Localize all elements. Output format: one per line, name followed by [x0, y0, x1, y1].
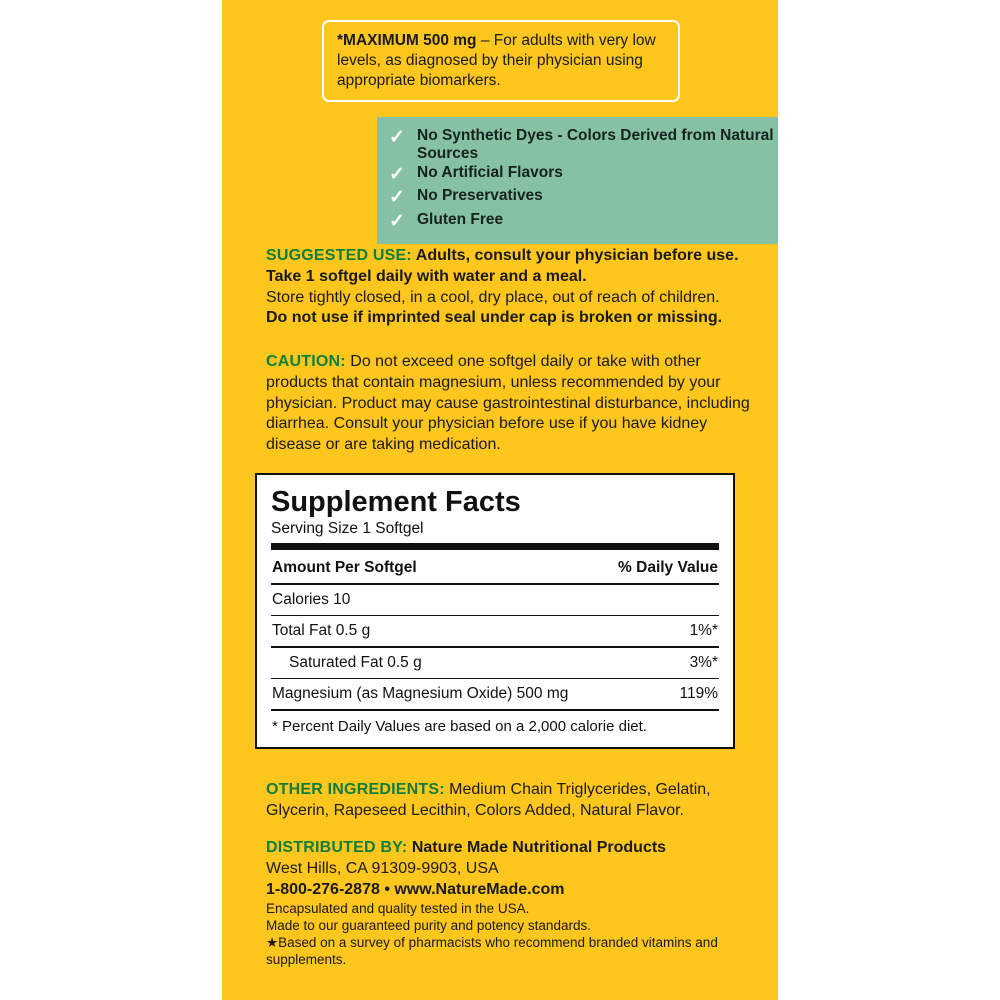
caution-heading: CAUTION: [266, 353, 346, 370]
claim-label: Gluten Free [417, 210, 504, 228]
fine-print-line-2: Made to our guaranteed purity and potency standards. [266, 918, 591, 934]
claim-label: No Preservatives [417, 187, 543, 205]
distributed-by-heading: DISTRIBUTED BY: [266, 839, 408, 856]
seal-warning-line: Do not use if imprinted seal under cap is broken or missing. [266, 309, 723, 327]
supplement-facts-title: Supplement Facts [271, 486, 521, 518]
distributor-company: Nature Made Nutritional Products [407, 839, 667, 856]
table-row [271, 679, 719, 709]
distributed-by-block [266, 838, 758, 900]
daily-value-header: % Daily Value [618, 559, 718, 577]
daily-value-footnote: * Percent Daily Values are based on a 2,000 calorie diet. [272, 717, 647, 735]
caution-body: Do not exceed one softgel daily or take with other products that contain magnesium, unless recommended by your physician. Product may cause gastrointestinal disturbance, including diarrhea. Consult your physician before use if you have kidney disease or are taking medication. [266, 353, 750, 454]
table-row [271, 648, 719, 678]
other-ingredients-heading: OTHER INGREDIENTS: [266, 781, 445, 798]
other-ingredients-body: Medium Chain Triglycerides, Gelatin, Glycerin, Rapeseed Lecithin, Colors Added, Natural Flavor. [266, 781, 711, 819]
suggested-use-heading: SUGGESTED USE: [266, 247, 412, 264]
other-ingredients-block [266, 780, 758, 822]
suggested-use-line1 [266, 246, 758, 288]
facts-divider-thick [271, 543, 719, 550]
amount-per-serving-header: Amount Per Softgel [272, 559, 417, 577]
table-row [271, 585, 719, 615]
nutrient-value: 3%* [689, 653, 718, 671]
distributor-contact: 1-800-276-2878 • www.NatureMade.com [266, 880, 565, 898]
other-ingredients-text [266, 780, 758, 822]
storage-line: Store tightly closed, in a cool, dry place, out of reach of children. [266, 288, 720, 306]
claim-item [377, 211, 778, 234]
supplement-label-panel [222, 0, 778, 1000]
distributor-address: West Hills, CA 91309-9903, USA [266, 859, 499, 877]
caution-text [266, 352, 758, 456]
suggested-use-block [266, 246, 758, 329]
nutrient-name: Calories 10 [272, 590, 351, 608]
claim-item [377, 164, 778, 187]
serving-size: Serving Size 1 Softgel [271, 520, 424, 538]
check-icon: ✓ [389, 164, 405, 185]
maximum-dose-callout [322, 20, 680, 102]
check-icon: ✓ [389, 210, 405, 232]
maximum-dose-text [337, 31, 665, 90]
table-row [271, 616, 719, 646]
maximum-dose-bold: *MAXIMUM 500 mg [337, 32, 477, 49]
product-claims-band [377, 117, 778, 244]
caution-block [266, 352, 758, 456]
claim-item [377, 127, 778, 164]
claim-item [377, 187, 778, 210]
claim-label: No Artificial Flavors [417, 164, 563, 181]
nutrient-value: 1%* [689, 622, 718, 640]
nutrient-name: Magnesium (as Magnesium Oxide) 500 mg [272, 685, 569, 703]
nutrient-name: Total Fat 0.5 g [272, 622, 371, 640]
suggested-use-bold: Adults, consult your physician before use. Take 1 softgel daily with water and a meal. [266, 247, 739, 285]
fine-print-line-1: Encapsulated and quality tested in the USA. [266, 901, 530, 916]
nutrient-value: 119% [679, 685, 718, 703]
facts-column-headers [271, 553, 719, 583]
fine-print-block [266, 900, 758, 969]
claim-label: No Synthetic Dyes - Colors Derived from Natural Sources [417, 127, 774, 162]
supplement-facts-panel [255, 473, 735, 749]
check-icon: ✓ [389, 187, 405, 209]
fine-print-line-3: ★Based on a survey of pharmacists who recommend branded vitamins and supplements. [266, 935, 718, 968]
check-icon: ✓ [389, 127, 405, 148]
distributor-line [266, 838, 758, 859]
nutrient-name: Saturated Fat 0.5 g [289, 653, 422, 671]
maximum-dose-rest: – For adults with very low levels, as diagnosed by their physician using appropriate biomarkers. [337, 32, 656, 89]
